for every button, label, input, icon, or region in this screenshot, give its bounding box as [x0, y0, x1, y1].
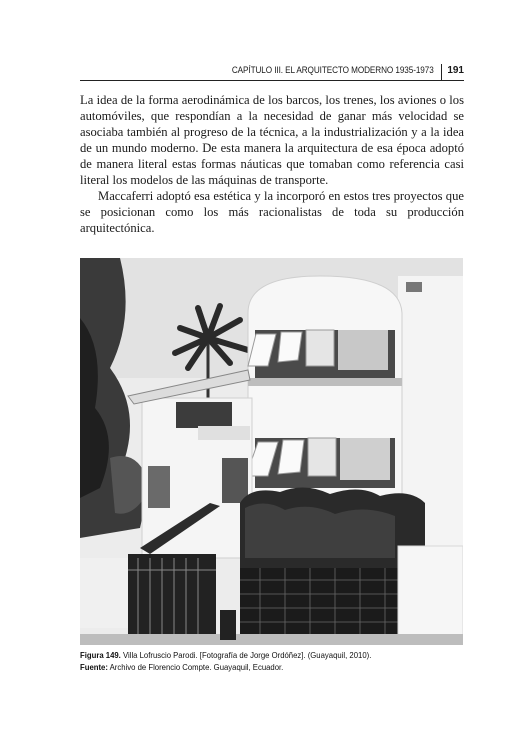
- caption-text: Villa Lofruscio Parodi. [Fotografía de Jorge Ordóñez]. (Guayaquil, 2010).: [120, 650, 372, 660]
- header-divider: [441, 64, 442, 80]
- caption-line: [80, 650, 426, 662]
- caption-label: Figura 149.: [80, 650, 121, 660]
- figure-caption: [80, 650, 464, 673]
- running-header: [80, 64, 464, 81]
- paragraph-2: Maccaferri adoptó esa estética y la incorporó en estos tres proyectos que se posicionan como los más racionalistas de toda su producción arquitectónica.: [80, 189, 464, 235]
- villa-photo-illustration: [80, 258, 463, 645]
- source-label: Fuente:: [80, 661, 108, 672]
- body-text: [80, 92, 464, 236]
- source-text: Archivo de Florencio Compte. Guayaquil, Ecuador.: [107, 661, 284, 672]
- source-line: [80, 662, 426, 674]
- paragraph-1: La idea de la forma aerodinámica de los barcos, los trenes, los aviones o los automóviles, que respondían a la necesidad de ganar más velocidad se asociaba también al progreso de la técnica, a la industrialización y a la idea de un mundo moderno. De esta manera la arquitectura de esa época adoptó de manera literal estas formas náuticas que tomaban como referencia casi literal los modelos de las máquinas de transporte.: [80, 93, 464, 187]
- building-photograph: [80, 258, 463, 645]
- page-number: 191: [447, 65, 464, 76]
- chapter-title: CAPÍTULO III. EL ARQUITECTO MODERNO 1935-1973: [232, 65, 434, 76]
